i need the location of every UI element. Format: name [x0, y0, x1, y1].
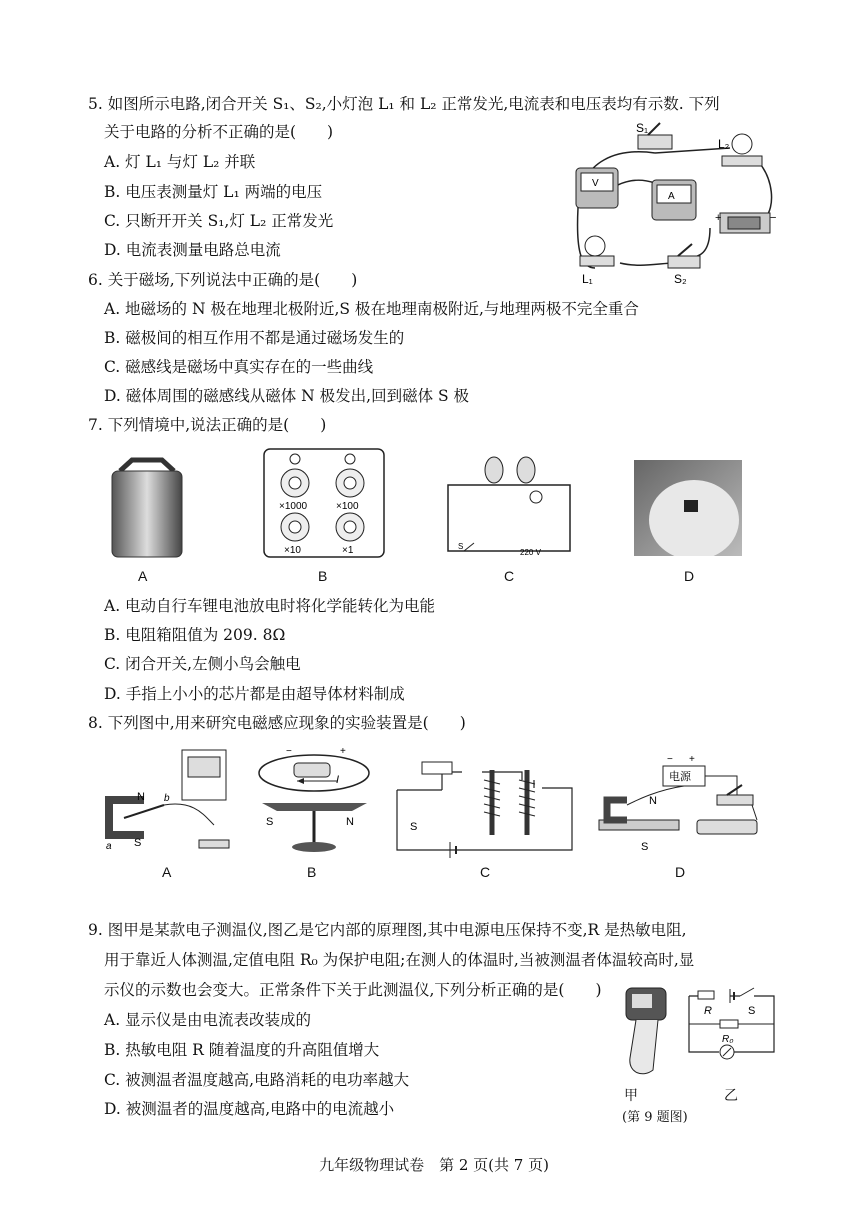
q5-option-c: C. 只断开开关 S₁,灯 L₂ 正常发光: [104, 212, 334, 230]
svg-text:S: S: [641, 841, 649, 853]
battery-icon: [294, 763, 330, 777]
svg-text:S: S: [410, 821, 418, 833]
q8-letter-c: C: [480, 864, 491, 880]
q6-option-b: B. 磁极间的相互作用不都是通过磁场发生的: [104, 329, 405, 347]
q7-letter-b: B: [318, 568, 328, 584]
q7-battery-image: [102, 455, 187, 563]
hand-icon: [630, 1020, 658, 1074]
q8-letter-d: D: [675, 864, 686, 880]
svg-text:电源: 电源: [669, 771, 691, 783]
svg-text:I: I: [336, 774, 340, 786]
svg-text:×100: ×100: [336, 501, 359, 512]
q6-option-c: C. 磁感线是磁场中真实存在的一些曲线: [104, 358, 374, 376]
q9-option-c: C. 被测温者温度越高,电路消耗的电功率越大: [104, 1071, 410, 1089]
q7-letter-a: A: [138, 568, 148, 584]
q5-stem-line1: 5. 如图所示电路,闭合开关 S₁、S₂,小灯泡 L₁ 和 L₂ 正常发光,电流表和电压表均有示数. 下列: [88, 95, 720, 113]
svg-text:−: −: [667, 754, 673, 765]
bird-right-icon: [517, 457, 535, 483]
resistor-r-icon: [698, 991, 714, 999]
q7-option-d: D. 手指上小小的芯片都是由超导体材料制成: [104, 685, 405, 703]
svg-text:+: +: [715, 212, 722, 224]
svg-text:N: N: [346, 816, 354, 828]
q5-option-a: A. 灯 L₁ 与灯 L₂ 并联: [104, 153, 256, 171]
q9-option-d: D. 被测温者的温度越高,电路中的电流越小: [104, 1100, 395, 1118]
q7-option-b: B. 电阻箱阻值为 209. 8Ω: [104, 626, 286, 644]
svg-text:−: −: [286, 746, 292, 757]
svg-text:S: S: [748, 1005, 756, 1017]
bulb-icon: [530, 491, 542, 503]
q6-stem: 6. 关于磁场,下列说法中正确的是( ): [88, 271, 358, 289]
svg-text:A: A: [668, 191, 675, 202]
switch-s1-icon: [638, 135, 672, 149]
q7-bird-circuit: [444, 445, 574, 560]
svg-text:220 V: 220 V: [520, 548, 541, 557]
q7-letter-d: D: [684, 568, 695, 584]
lamp-l1-icon: [585, 236, 605, 256]
svg-text:+: +: [340, 746, 346, 757]
bird-left-icon: [485, 457, 503, 483]
svg-text:S₁: S₁: [636, 121, 649, 135]
q7-resistance-box: [262, 447, 386, 559]
switch-icon: [199, 840, 229, 848]
svg-text:V: V: [592, 178, 599, 189]
resistor-r0-icon: [720, 1020, 738, 1028]
q9-circuit-diagram: [684, 982, 780, 1072]
svg-text:S: S: [134, 837, 142, 849]
rheostat-icon: [697, 820, 757, 834]
q8-letter-b: B: [307, 864, 317, 880]
svg-text:−: −: [770, 212, 777, 224]
q7-option-c: C. 闭合开关,左侧小鸟会触电: [104, 655, 301, 673]
q6-option-d: D. 磁体周围的磁感线从磁体 N 极发出,回到磁体 S 极: [104, 387, 470, 405]
q7-option-a: A. 电动自行车锂电池放电时将化学能转化为电能: [104, 597, 436, 615]
q8-figure-b: [252, 745, 377, 857]
lamp-l2-icon: [732, 134, 752, 154]
q9-label-yi: 乙: [724, 1087, 738, 1103]
q9-stem-line3: 示仪的示数也会变大。正常条件下关于此测温仪,下列分析正确的是( ): [104, 981, 602, 999]
q7-letter-c: C: [504, 568, 515, 584]
q8-letter-a: A: [162, 864, 172, 880]
q5-option-b: B. 电压表测量灯 L₁ 两端的电压: [104, 183, 323, 201]
chip-icon: [684, 500, 698, 512]
q9-stem-line1: 9. 图甲是某款电子测温仪,图乙是它内部的原理图,其中电源电压保持不变,R 是热敏电阻,: [88, 921, 687, 939]
svg-text:×1000: ×1000: [279, 501, 308, 512]
q5-circuit-figure: [560, 118, 785, 288]
q8-stem: 8. 下列图中,用来研究电磁感应现象的实验装置是( ): [88, 714, 466, 732]
q9-label-jia: 甲: [624, 1087, 638, 1103]
svg-text:N: N: [137, 791, 145, 803]
q5-stem-line2: 关于电路的分析不正确的是( ): [104, 123, 334, 141]
rheostat-icon: [422, 762, 452, 774]
switch-icon: [717, 795, 753, 805]
svg-text:S: S: [458, 542, 464, 551]
q6-option-a: A. 地磁场的 N 极在地理北极附近,S 极在地理南极附近,与地理两极不完全重合: [104, 300, 639, 318]
q9-option-b: B. 热敏电阻 R 随着温度的升高阻值增大: [104, 1041, 380, 1059]
svg-text:S: S: [266, 816, 274, 828]
u-magnet-icon: [607, 800, 627, 820]
svg-text:N: N: [649, 795, 657, 807]
svg-text:×1: ×1: [342, 545, 354, 556]
svg-text:×10: ×10: [284, 545, 301, 556]
svg-text:a: a: [106, 841, 112, 852]
svg-text:b: b: [164, 793, 170, 804]
q8-figure-a: [104, 745, 234, 855]
svg-text:R: R: [704, 1005, 712, 1017]
svg-text:S₂: S₂: [674, 272, 687, 286]
q9-stem-line2: 用于靠近人体测温,定值电阻 R₀ 为保护电阻;在测人的体温时,当被测温者体温较高时,显: [104, 951, 695, 969]
q9-option-a: A. 显示仪是由电流表改装成的: [104, 1011, 312, 1029]
q9-figure-caption: (第 9 题图): [622, 1110, 688, 1125]
svg-text:L₂: L₂: [718, 137, 730, 151]
q7-chip-photo: [634, 460, 742, 556]
q9-thermometer-image: [608, 978, 678, 1083]
page-footer: 九年级物理试卷 第 2 页(共 7 页): [319, 1156, 549, 1174]
q7-stem: 7. 下列情境中,说法正确的是( ): [88, 416, 327, 434]
magnetic-needle-icon: [262, 803, 367, 811]
svg-text:R₀: R₀: [722, 1034, 734, 1045]
q8-figure-c: [392, 750, 577, 858]
svg-text:+: +: [689, 754, 695, 765]
q8-figure-d: [597, 750, 767, 855]
q5-option-d: D. 电流表测量电路总电流: [104, 241, 281, 259]
svg-text:L₁: L₁: [582, 272, 593, 286]
switch-s2-icon: [668, 256, 700, 268]
